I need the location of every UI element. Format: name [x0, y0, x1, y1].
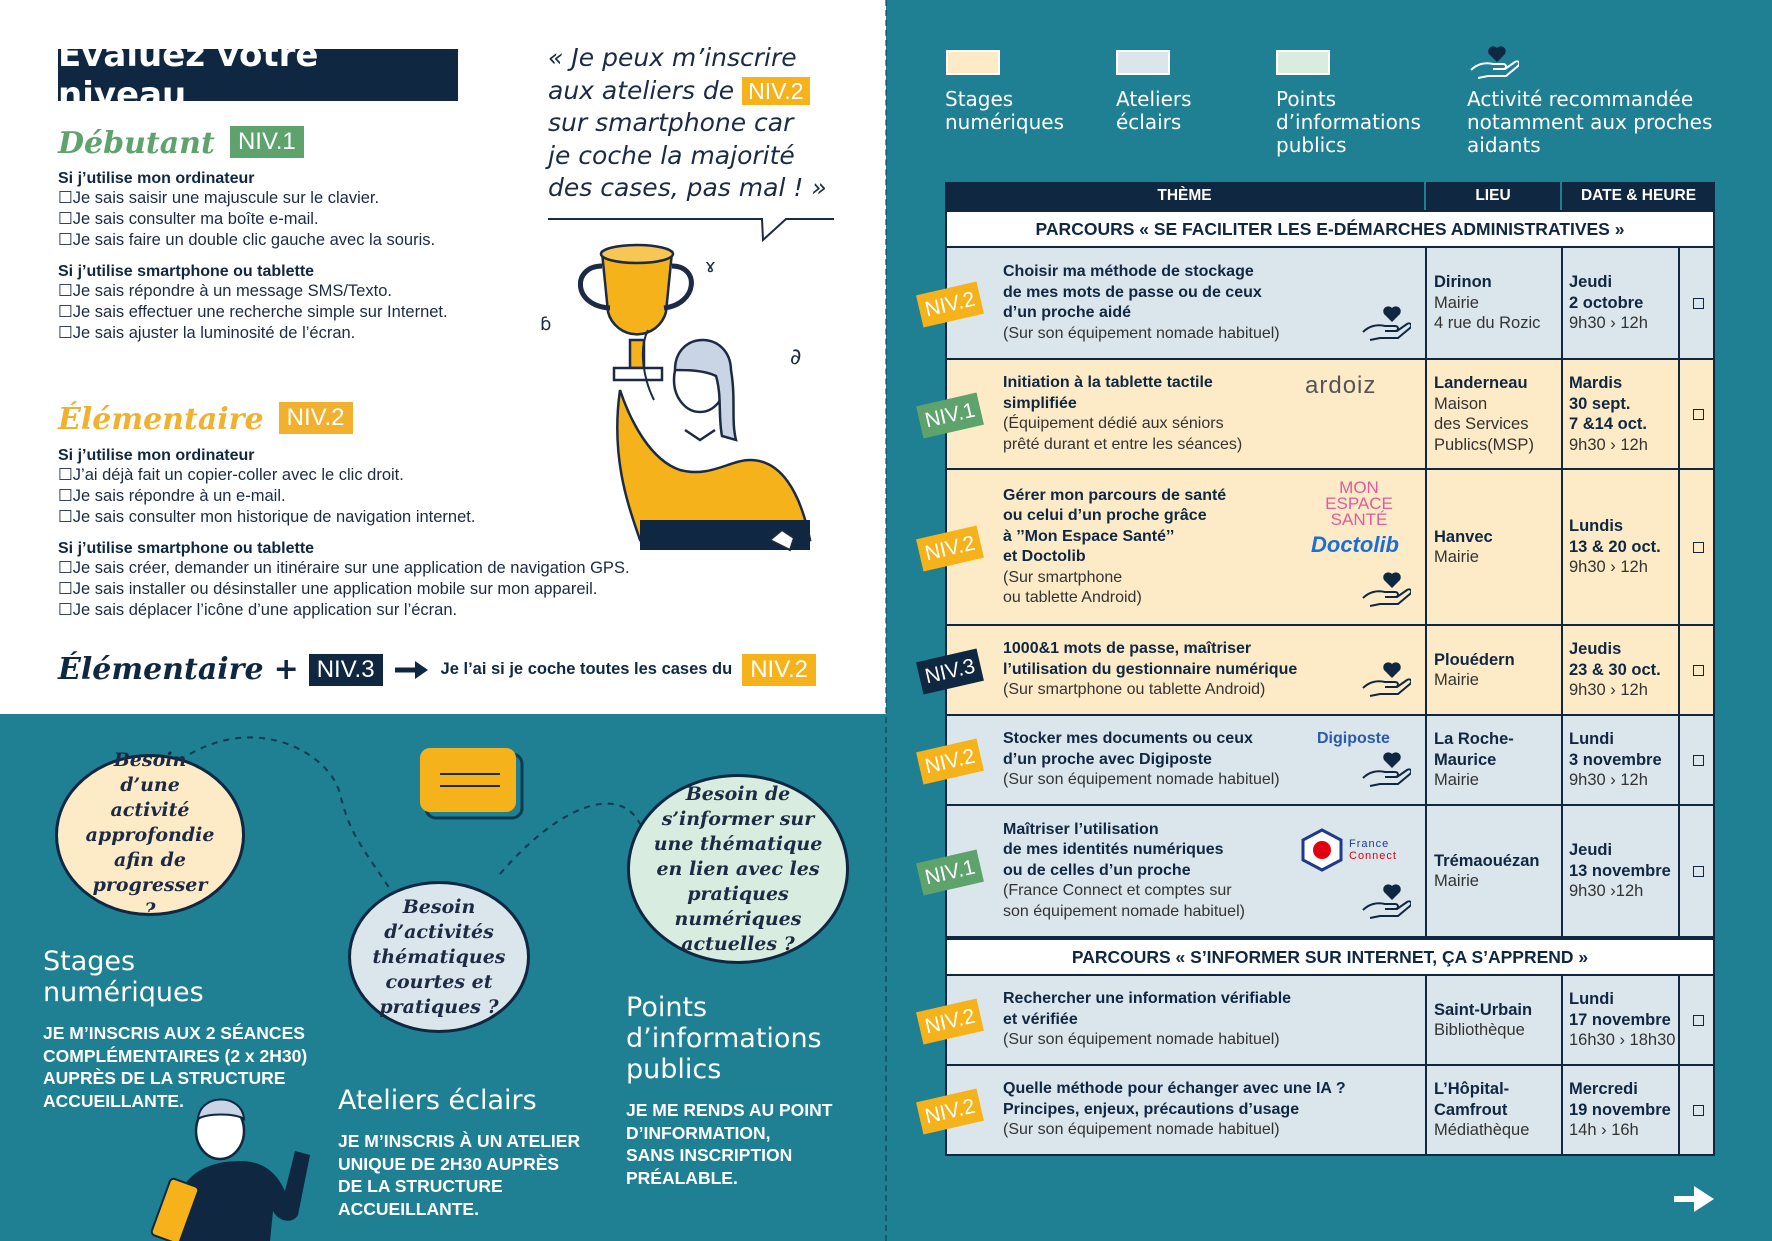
legend-label: notamment aux proches [1467, 110, 1713, 134]
lieu-cell [1425, 976, 1561, 1064]
date-time: 9h30 › 12h [1569, 314, 1648, 333]
need-bubble-ateliers: Besoin d’activités thématiques courtes et pratiques ? [348, 881, 530, 1033]
aidant-marker [1359, 882, 1411, 924]
decorative-glyph: ∂ [790, 345, 802, 370]
header-lieu: LIEU [1426, 182, 1560, 210]
lieu-cell [1425, 806, 1561, 936]
lieu-cell [1425, 626, 1561, 714]
heart-hand-icon [1359, 304, 1411, 342]
stages-text: COMPLÉMENTAIRES (2 x 2H30) [43, 1045, 308, 1066]
date-time: 9h30 ›12h [1569, 882, 1644, 901]
theme-title: ou de celles d’un proche [1003, 861, 1191, 879]
theme-subtitle: (Sur son équipement nomade habituel) [1003, 324, 1280, 342]
theme-cell [1003, 470, 1226, 624]
legend-item-points [1276, 88, 1421, 157]
theme-subtitle: ou tablette Android) [1003, 589, 1142, 606]
lieu-cell [1425, 248, 1561, 358]
date-day: Lundis [1569, 517, 1624, 536]
trophy-woman-illustration [540, 240, 840, 560]
theme-title: de mes identités numériques [1003, 841, 1224, 859]
header-date: DATE & HEURE [1562, 182, 1715, 210]
theme-title: ou celui d’un proche grâce [1003, 507, 1207, 524]
date-cell [1561, 806, 1678, 936]
heart-hand-icon [1359, 660, 1411, 698]
date-cell [1561, 360, 1678, 468]
niv-tag: NIV.3 [916, 648, 984, 694]
checklist-item[interactable]: ☐Je sais répondre à un e-mail. [58, 487, 286, 505]
niv1-tag: NIV.1 [230, 126, 304, 158]
header-theme: THÈME [945, 182, 1424, 210]
register-checkbox[interactable] [1693, 665, 1704, 676]
section-heading: Si j’utilise mon ordinateur [58, 170, 255, 187]
niv3-tag: NIV.3 [309, 654, 383, 686]
table-row [922, 1066, 1715, 1156]
need-bubble-points: Besoin de s’informer sur une thématique en lien avec les pratiques numériques actuelles ? [627, 774, 849, 964]
date-time: 14h › 16h [1569, 1121, 1639, 1140]
theme-title: Rechercher une information vérifiable [1003, 990, 1292, 1008]
digiposte-logo: Digiposte [1317, 730, 1390, 747]
date-time: 9h30 › 12h [1569, 435, 1648, 454]
theme-cell [1003, 360, 1242, 468]
heart-hand-icon [1359, 570, 1411, 608]
points-text: PRÉALABLE. [626, 1167, 738, 1188]
theme-title: Gérer mon parcours de santé [1003, 486, 1227, 504]
legend-label: Activité recommandée [1467, 87, 1694, 111]
next-page-arrow-icon[interactable] [1672, 1184, 1716, 1214]
section-heading: Si j’utilise smartphone ou tablette [58, 540, 315, 557]
theme-title: Initiation à la tablette tactile [1003, 374, 1213, 391]
logo-text: SANTÉ [1330, 510, 1388, 529]
lieu-detail: Mairie [1434, 872, 1479, 890]
left-bottom-panel [0, 714, 886, 1241]
checklist-item[interactable]: ☐Je sais déplacer l’icône d’une application sur l’écran. [58, 601, 458, 619]
lieu-cell [1425, 716, 1561, 804]
date-day: 23 & 30 oct. [1569, 660, 1661, 679]
decorative-glyph: ɤ [705, 256, 716, 277]
date-time: 9h30 › 12h [1569, 558, 1648, 577]
theme-title: de mes mots de passe ou de ceux [1003, 283, 1262, 301]
franceconnect-logo [1301, 828, 1397, 872]
theme-title: l’utilisation du gestionnaire numérique [1003, 660, 1298, 678]
legend-label: numériques [945, 110, 1065, 134]
points-title: publics [626, 1054, 722, 1085]
legend-label: Stages [945, 87, 1014, 111]
date-cell [1561, 976, 1678, 1064]
section-heading: Si j’utilise smartphone ou tablette [58, 263, 315, 280]
quote-text [548, 42, 848, 205]
niv2-tag: NIV.2 [279, 402, 353, 434]
heart-hand-icon [1467, 44, 1519, 80]
date-day: Lundi [1569, 990, 1614, 1009]
legend-label: aidants [1467, 133, 1541, 157]
date-time: 9h30 › 12h [1569, 771, 1648, 790]
mon-espace-sante-logo [1311, 480, 1407, 528]
ateliers-title: Ateliers éclairs [338, 1085, 537, 1116]
theme-subtitle: prêté durant et entre les séances) [1003, 435, 1243, 453]
theme-subtitle: (Sur son équipement nomade habituel) [1003, 1031, 1280, 1049]
lieu-name: Trémaouézan [1434, 851, 1540, 870]
legend-label: publics [1276, 133, 1347, 157]
date-time: 9h30 › 12h [1569, 681, 1648, 700]
legend-label: d’informations [1276, 110, 1421, 134]
niv2-tag: NIV.2 [742, 654, 816, 686]
lieu-name: Camfrout [1434, 1100, 1508, 1119]
points-text: D’INFORMATION, [626, 1122, 771, 1143]
checklist-item[interactable]: ☐Je sais saisir une majuscule sur le clavier. [58, 189, 380, 207]
checklist-item[interactable]: ☐Je sais effectuer une recherche simple sur Internet. [58, 303, 448, 321]
theme-subtitle: (Sur smartphone ou tablette Android) [1003, 681, 1266, 699]
date-cell [1561, 1066, 1678, 1154]
table-row [922, 976, 1715, 1066]
level-name-elementaire-plus: Élémentaire [58, 652, 264, 687]
aidant-marker [1359, 750, 1411, 792]
niv3-row [58, 652, 816, 687]
theme-title: Quelle méthode pour échanger avec une IA ? [1003, 1080, 1346, 1098]
theme-title: Maîtriser l’utilisation [1003, 820, 1159, 838]
register-checkbox[interactable] [1693, 866, 1704, 877]
date-day: 17 novembre [1569, 1010, 1671, 1029]
left-panel [0, 0, 886, 714]
quote-line: « Je peux m’inscrire [548, 43, 797, 72]
legend-item-aidants [1467, 88, 1712, 157]
lieu-name: La Roche- [1434, 730, 1514, 749]
checklist-item[interactable]: ☐Je sais installer ou désinstaller une application mobile sur mon appareil. [58, 580, 598, 598]
legend-swatch-ateliers [1116, 50, 1170, 75]
theme-subtitle: (France Connect et comptes sur [1003, 882, 1232, 900]
theme-title: et Doctolib [1003, 548, 1086, 565]
table-row [922, 470, 1715, 626]
stages-title: numériques [43, 977, 204, 1008]
checklist-item[interactable]: ☐J’ai déjà fait un copier-coller avec le clic droit. [58, 466, 404, 484]
debutant-checklist [58, 170, 618, 344]
date-cell [1561, 248, 1678, 358]
lieu-detail: Bibliothèque [1434, 1021, 1525, 1039]
date-day: Lundi [1569, 730, 1614, 749]
theme-subtitle: (Sur son équipement nomade habituel) [1003, 1121, 1280, 1139]
date-day: Mercredi [1569, 1080, 1638, 1099]
ateliers-text: DE LA STRUCTURE [338, 1176, 503, 1196]
speech-bubble-line [546, 212, 836, 242]
checklist-item[interactable]: ☐Je sais répondre à un message SMS/Texto. [58, 282, 392, 300]
elementaire-heading [58, 402, 353, 437]
checklist-item[interactable]: ☐Je sais créer, demander un itinéraire sur une application de navigation GPS. [58, 559, 630, 577]
legend-label: Ateliers [1116, 87, 1192, 111]
register-checkbox[interactable] [1693, 298, 1704, 309]
date-day: Mardis [1569, 374, 1623, 392]
date-day: Jeudi [1569, 841, 1613, 860]
niv-tag: NIV.1 [916, 849, 984, 895]
theme-title: d’un proche aidé [1003, 304, 1132, 321]
theme-title: simplifiée [1003, 394, 1077, 412]
ateliers-text: ACCUEILLANTE. [338, 1198, 479, 1219]
theme-subtitle: son équipement nomade habituel) [1003, 902, 1245, 920]
table-row [922, 716, 1715, 806]
theme-cell [1003, 626, 1297, 714]
stages-title: Stages [43, 946, 136, 977]
theme-cell [1003, 976, 1291, 1064]
lieu-detail: Maison [1434, 394, 1488, 413]
lieu-name: L’Hôpital- [1434, 1080, 1510, 1099]
quote-fragment: aux ateliers de [548, 75, 735, 105]
parcours-title-edemarches: PARCOURS « SE FACILITER LES E-DÉMARCHES ADMINISTRATIVES » [945, 210, 1715, 248]
date-cell [1561, 716, 1678, 804]
quote-line: je coche la majorité [548, 140, 795, 170]
legend-item-stages [945, 88, 1064, 134]
theme-title: 1000&1 mots de passe, maîtriser [1003, 640, 1252, 658]
date-day: Jeudi [1569, 273, 1613, 292]
niv-tag: NIV.2 [916, 281, 984, 327]
points-text: JE ME RENDS AU POINT [626, 1100, 833, 1120]
fold-line [885, 0, 887, 1241]
register-checkbox[interactable] [1693, 1015, 1704, 1026]
stages-text: JE M’INSCRIS AUX 2 SÉANCES [43, 1023, 305, 1043]
legend-swatch-stages [946, 50, 1000, 75]
niv-tag: NIV.2 [916, 998, 984, 1044]
debutant-heading [58, 126, 304, 161]
stages-text: ACCUEILLANTE. [43, 1090, 184, 1111]
plus-sign: + [273, 652, 299, 687]
register-checkbox[interactable] [1693, 409, 1704, 420]
lieu-detail: Mairie [1434, 671, 1479, 689]
points-title: d’informations [626, 1023, 822, 1054]
aidant-marker [1359, 660, 1411, 702]
need-bubble-stages: Besoin d’une activité approfondie afin de progresser ? [55, 754, 245, 916]
checklist-item[interactable]: ☐Je sais consulter ma boîte e-mail. [58, 210, 319, 228]
theme-cell [1003, 248, 1280, 358]
schedule-table [922, 182, 1715, 1156]
lieu-name: Landerneau [1434, 374, 1528, 392]
table-row [922, 806, 1715, 938]
checklist-item[interactable]: ☐Je sais faire un double clic gauche avec la souris. [58, 231, 436, 249]
register-checkbox[interactable] [1693, 542, 1704, 553]
theme-title: Stocker mes documents ou ceux [1003, 730, 1253, 748]
points-section [626, 992, 832, 1189]
theme-cell [1003, 716, 1280, 804]
aidant-marker [1359, 304, 1411, 346]
ateliers-text: JE M’INSCRIS À UN ATELIER [338, 1131, 581, 1151]
lieu-detail: Mairie [1434, 771, 1479, 790]
theme-subtitle: (Équipement dédié aux séniors [1003, 415, 1224, 432]
checklist-item[interactable]: ☐Je sais consulter mon historique de navigation internet. [58, 508, 476, 526]
level-name-debutant: Débutant [58, 126, 215, 161]
logo-text: ESPACE [1325, 494, 1393, 513]
theme-title: Choisir ma méthode de stockage [1003, 263, 1254, 280]
franceconnect-icon [1301, 828, 1343, 872]
date-cell [1561, 626, 1678, 714]
date-day: 19 novembre [1569, 1100, 1671, 1119]
lieu-detail: Mairie [1434, 293, 1479, 312]
ateliers-text: UNIQUE DE 2H30 AUPRÈS [338, 1153, 560, 1174]
lieu-cell [1425, 360, 1561, 468]
theme-title: et vérifiée [1003, 1010, 1078, 1028]
ateliers-section [338, 1085, 580, 1220]
date-day: 3 novembre [1569, 750, 1662, 769]
parcours-title-internet: PARCOURS « S’INFORMER SUR INTERNET, ÇA S’APPREND » [945, 938, 1715, 976]
register-checkbox[interactable] [1693, 1105, 1704, 1116]
date-time: 16h30 › 18h30 [1569, 1031, 1676, 1050]
lieu-name: Dirinon [1434, 273, 1492, 292]
theme-title: d’un proche avec Digiposte [1003, 750, 1212, 768]
points-text: SANS INSCRIPTION [626, 1145, 793, 1165]
lieu-detail: des Services [1434, 415, 1529, 433]
register-checkbox[interactable] [1693, 755, 1704, 766]
ardoiz-logo: ardoiz [1305, 372, 1377, 399]
lieu-detail: Mairie [1434, 548, 1479, 566]
points-title: Points [626, 992, 708, 1023]
niv-tag: NIV.2 [916, 1088, 984, 1134]
theme-subtitle: (Sur smartphone [1003, 568, 1123, 586]
date-day: 13 novembre [1569, 861, 1671, 880]
niv-tag: NIV.2 [916, 525, 984, 571]
legend-label: Points [1276, 87, 1337, 111]
section-heading: Si j’utilise mon ordinateur [58, 447, 255, 464]
date-day: 2 octobre [1569, 293, 1644, 312]
heart-hand-icon [1359, 750, 1411, 788]
theme-subtitle: (Sur son équipement nomade habituel) [1003, 771, 1280, 789]
aidant-marker [1359, 570, 1411, 612]
theme-cell [1003, 1066, 1346, 1154]
arrow-right-icon [393, 658, 431, 682]
lieu-detail: Publics(MSP) [1434, 435, 1534, 454]
lieu-cell [1425, 470, 1561, 624]
man-waving-illustration [150, 1089, 310, 1241]
logo-text: Connect [1349, 850, 1397, 862]
decorative-glyph: ɓ [540, 314, 552, 335]
doctolib-logo: Doctolib [1311, 532, 1399, 557]
niv2-tag: NIV.2 [742, 77, 809, 105]
legend-item-ateliers [1116, 88, 1192, 134]
date-cell [1561, 470, 1678, 624]
lieu-detail: 4 rue du Rozic [1434, 314, 1541, 333]
legend-swatch-points [1276, 50, 1330, 75]
lieu-cell [1425, 1066, 1561, 1154]
theme-cell [1003, 806, 1245, 936]
quote-line: sur smartphone car [548, 108, 794, 137]
table-row [922, 626, 1715, 716]
date-day: Jeudis [1569, 640, 1622, 659]
lieu-name: Hanvec [1434, 527, 1493, 546]
date-day: 7 &14 oct. [1569, 415, 1647, 433]
lieu-name: Saint-Urbain [1434, 1000, 1533, 1019]
heart-hand-icon [1359, 882, 1411, 920]
niv-tag: NIV.2 [916, 738, 984, 784]
theme-title: à ’’Mon Espace Santé’’ [1003, 527, 1175, 545]
table-row [922, 248, 1715, 360]
lieu-name: Plouédern [1434, 650, 1515, 669]
checklist-item[interactable]: ☐Je sais ajuster la luminosité de l’écran. [58, 324, 356, 342]
quote-line [548, 75, 848, 108]
logo-text: France [1349, 838, 1390, 850]
level-name-elementaire: Élémentaire [58, 402, 264, 437]
page-title: Évaluez votre niveau [58, 49, 458, 101]
niv-tag: NIV.1 [916, 392, 984, 438]
niv3-condition: Je l’ai si je coche toutes les cases du [440, 660, 733, 678]
logo-text: MON [1339, 478, 1379, 497]
table-row [922, 360, 1715, 470]
theme-title: Principes, enjeux, précautions d’usage [1003, 1100, 1300, 1118]
lieu-detail: Médiathèque [1434, 1121, 1530, 1140]
date-day: 30 sept. [1569, 394, 1631, 413]
date-day: 13 & 20 oct. [1569, 537, 1661, 556]
legend [945, 50, 1745, 160]
legend-label: éclairs [1116, 110, 1182, 134]
lieu-name: Maurice [1434, 750, 1497, 769]
stages-section [43, 946, 307, 1112]
quote-line: des cases, pas mal ! » [548, 173, 827, 202]
stages-text: AUPRÈS DE LA STRUCTURE [43, 1068, 286, 1088]
